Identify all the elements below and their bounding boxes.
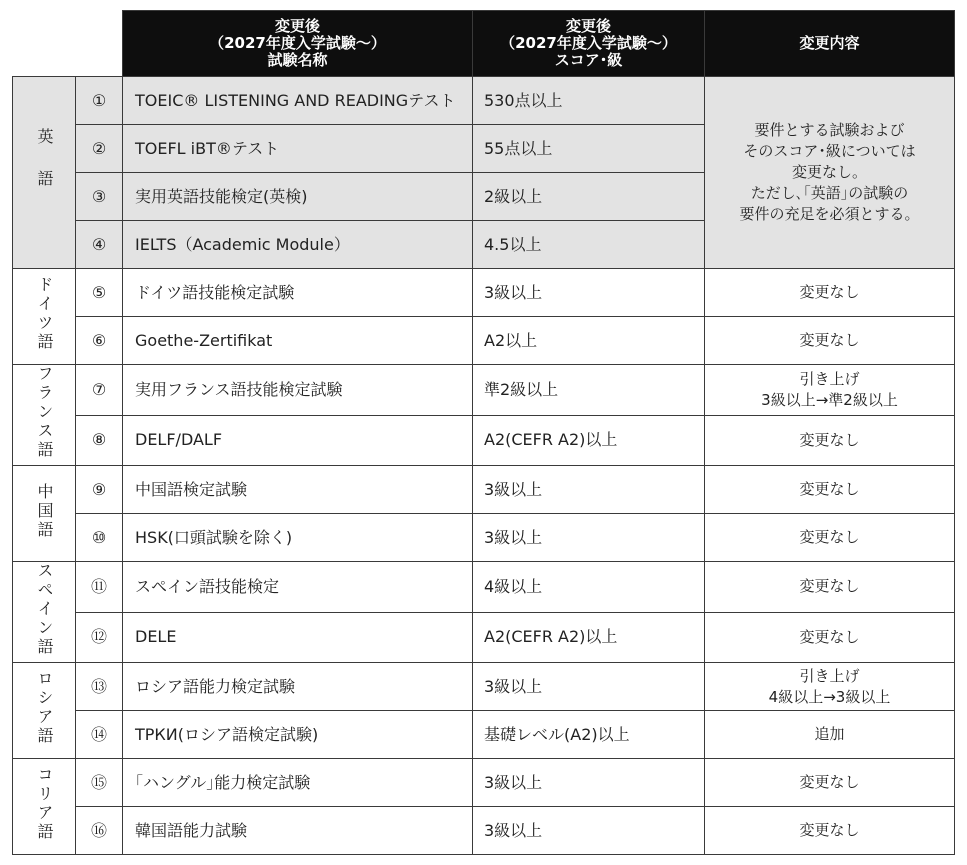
row-number: ⑯ bbox=[76, 807, 123, 855]
table-row bbox=[13, 663, 955, 711]
exam-name: HSK(口頭試験を除く) bbox=[123, 514, 473, 562]
exam-name: DELE bbox=[123, 612, 473, 663]
exam-name: ТРКИ(ロシア語検定試験) bbox=[123, 711, 473, 759]
score: 4.5以上 bbox=[473, 221, 705, 269]
row-number: ⑦ bbox=[76, 365, 123, 416]
change-cell bbox=[705, 759, 955, 807]
row-number: ② bbox=[76, 125, 123, 173]
lang-label: コリア語 bbox=[35, 766, 54, 842]
exam-name: TOEIC® LISTENING AND READINGテスト bbox=[123, 77, 473, 125]
header-exam-name bbox=[123, 11, 473, 77]
score: 2級以上 bbox=[473, 173, 705, 221]
row-number: ⑨ bbox=[76, 466, 123, 514]
change-line: 4級以上→3級以上 bbox=[768, 687, 891, 706]
change-cell bbox=[705, 466, 955, 514]
exam-name: DELF/DALF bbox=[123, 415, 473, 466]
exam-requirements-table bbox=[12, 10, 955, 855]
header-score-line-2: （2027年度入学試験～） bbox=[500, 34, 677, 52]
change-line: 変更なし bbox=[799, 430, 860, 449]
change-cell bbox=[705, 415, 955, 466]
change-cell bbox=[705, 514, 955, 562]
header-name-line-3: 試験名称 bbox=[267, 51, 328, 69]
change-line: そのスコア･級については bbox=[743, 142, 916, 160]
header-score bbox=[473, 11, 705, 77]
change-line: 変更なし bbox=[799, 528, 860, 546]
change-line: 要件とする試験および bbox=[754, 121, 905, 139]
change-line: 変更なし bbox=[799, 283, 860, 301]
change-cell bbox=[705, 365, 955, 416]
change-line: 追加 bbox=[814, 725, 845, 743]
score: A2以上 bbox=[473, 317, 705, 365]
change-line: 変更なし bbox=[799, 627, 860, 646]
exam-name: ロシア語能力検定試験 bbox=[123, 663, 473, 711]
lang-label: 中国語 bbox=[35, 482, 54, 540]
table-row bbox=[13, 514, 955, 562]
score: 3級以上 bbox=[473, 663, 705, 711]
exam-name: ドイツ語技能検定試験 bbox=[123, 269, 473, 317]
table-row bbox=[13, 365, 955, 416]
header-name-line-1: 変更後 bbox=[274, 17, 320, 35]
change-cell bbox=[705, 612, 955, 663]
score: 3級以上 bbox=[473, 759, 705, 807]
row-number: ⑧ bbox=[76, 415, 123, 466]
score: 3級以上 bbox=[473, 466, 705, 514]
change-line: 変更なし bbox=[799, 773, 860, 791]
row-number: ⑥ bbox=[76, 317, 123, 365]
change-line: 変更なし bbox=[799, 821, 860, 839]
change-line: 変更なし bbox=[799, 480, 860, 498]
table-row bbox=[13, 711, 955, 759]
score: A2(CEFR A2)以上 bbox=[473, 415, 705, 466]
score: 3級以上 bbox=[473, 807, 705, 855]
lang-label: ロシア語 bbox=[35, 670, 54, 746]
change-cell bbox=[705, 269, 955, 317]
lang-label: ドイツ語 bbox=[35, 276, 54, 352]
exam-name: IELTS（Academic Module） bbox=[123, 221, 473, 269]
change-cell bbox=[705, 711, 955, 759]
row-number: ⑪ bbox=[76, 562, 123, 613]
header-change: 変更内容 bbox=[705, 11, 955, 77]
exam-name: 中国語検定試験 bbox=[123, 466, 473, 514]
row-number: ⑫ bbox=[76, 612, 123, 663]
score: A2(CEFR A2)以上 bbox=[473, 612, 705, 663]
row-number: ④ bbox=[76, 221, 123, 269]
header-name-line-2: （2027年度入学試験～） bbox=[209, 34, 386, 52]
change-line: 要件の充足を必須とする。 bbox=[739, 205, 920, 223]
change-cell-english bbox=[705, 77, 955, 269]
row-number: ⑭ bbox=[76, 711, 123, 759]
table-row bbox=[13, 77, 955, 125]
header-score-line-1: 変更後 bbox=[565, 17, 611, 35]
change-cell bbox=[705, 317, 955, 365]
header-score-line-3: スコア･級 bbox=[554, 51, 623, 69]
score: 基礎レベル(A2)以上 bbox=[473, 711, 705, 759]
exam-name: 実用フランス語技能検定試験 bbox=[123, 365, 473, 416]
score: 4級以上 bbox=[473, 562, 705, 613]
row-number: ⑮ bbox=[76, 759, 123, 807]
lang-label: フランス語 bbox=[35, 365, 54, 460]
score: 準2級以上 bbox=[473, 365, 705, 416]
header-blank-lang bbox=[13, 11, 76, 77]
header-row bbox=[13, 11, 955, 77]
change-line: 変更なし。 bbox=[791, 163, 867, 181]
table-row bbox=[13, 415, 955, 466]
exam-name: 韓国語能力試験 bbox=[123, 807, 473, 855]
change-line: 3級以上→準2級以上 bbox=[761, 390, 898, 409]
row-number: ③ bbox=[76, 173, 123, 221]
lang-label: スペイン語 bbox=[35, 562, 54, 657]
row-number: ⑤ bbox=[76, 269, 123, 317]
score: 3級以上 bbox=[473, 269, 705, 317]
lang-cell-spanish bbox=[13, 562, 76, 663]
header-blank-num bbox=[76, 11, 123, 77]
table-row bbox=[13, 466, 955, 514]
exam-name: Goethe-Zertifikat bbox=[123, 317, 473, 365]
row-number: ⑩ bbox=[76, 514, 123, 562]
score: 55点以上 bbox=[473, 125, 705, 173]
change-cell bbox=[705, 562, 955, 613]
change-line: ただし､｢英語｣の試験の bbox=[750, 184, 909, 202]
table-row bbox=[13, 269, 955, 317]
row-number: ⑬ bbox=[76, 663, 123, 711]
table-row bbox=[13, 807, 955, 855]
table-row bbox=[13, 562, 955, 613]
change-line: 引き上げ bbox=[799, 666, 860, 685]
lang-cell-korean bbox=[13, 759, 76, 855]
table-row bbox=[13, 759, 955, 807]
change-cell bbox=[705, 663, 955, 711]
exam-name: TOEFL iBT®テスト bbox=[123, 125, 473, 173]
change-line: 引き上げ bbox=[799, 369, 860, 388]
score: 530点以上 bbox=[473, 77, 705, 125]
table-row bbox=[13, 612, 955, 663]
lang-cell-german bbox=[13, 269, 76, 365]
exam-name: ｢ハングル｣能力検定試験 bbox=[123, 759, 473, 807]
change-cell bbox=[705, 807, 955, 855]
lang-cell-french bbox=[13, 365, 76, 466]
lang-label: 英語 bbox=[35, 128, 54, 212]
score: 3級以上 bbox=[473, 514, 705, 562]
row-number: ① bbox=[76, 77, 123, 125]
lang-cell-russian bbox=[13, 663, 76, 759]
table-row bbox=[13, 317, 955, 365]
change-line: 変更なし bbox=[799, 577, 860, 596]
change-line: 変更なし bbox=[799, 331, 860, 349]
lang-cell-english bbox=[13, 77, 76, 269]
lang-cell-chinese bbox=[13, 466, 76, 562]
exam-name: 実用英語技能検定(英検) bbox=[123, 173, 473, 221]
exam-name: スペイン語技能検定 bbox=[123, 562, 473, 613]
